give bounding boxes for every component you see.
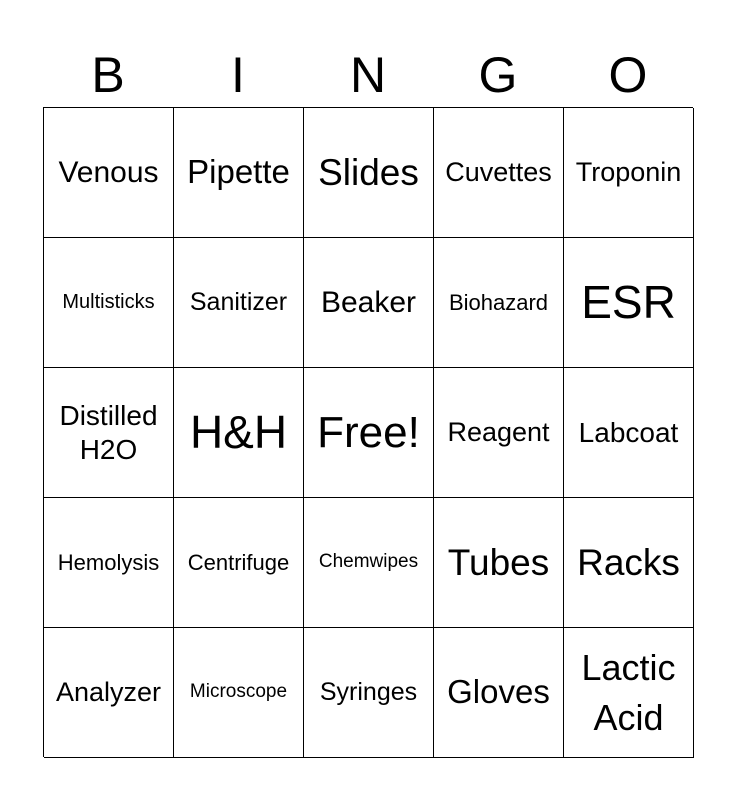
cell-label: Troponin (575, 156, 682, 187)
cell-label: ESR (581, 276, 676, 329)
bingo-cell-chemwipes[interactable] (304, 498, 434, 628)
cell-label: Slides (318, 151, 419, 193)
bingo-cell-beaker[interactable] (304, 238, 434, 368)
header-letter-n: N (349, 47, 387, 103)
cell-label: Racks (577, 541, 680, 583)
cell-label: Hemolysis (57, 549, 160, 575)
header-letter-o: O (608, 47, 648, 103)
cell-label: Lactic Acid (581, 646, 676, 738)
cell-label: Gloves (447, 673, 550, 711)
header-letter-g: G (478, 47, 518, 103)
cell-label: Microscope (189, 681, 288, 703)
cell-label: Venous (58, 155, 159, 189)
cell-label: Chemwipes (318, 551, 419, 573)
cell-label: Sanitizer (189, 287, 288, 316)
bingo-header (43, 44, 693, 106)
bingo-cell-hemolysis[interactable] (44, 498, 174, 628)
bingo-cell-pipette[interactable] (174, 108, 304, 238)
bingo-cell-lactic-acid[interactable] (564, 628, 694, 758)
bingo-cell-labcoat[interactable] (564, 368, 694, 498)
bingo-cell-h-and-h[interactable] (174, 368, 304, 498)
cell-label: Tubes (447, 541, 550, 583)
bingo-cell-cuvettes[interactable] (434, 108, 564, 238)
bingo-cell-microscope[interactable] (174, 628, 304, 758)
cell-label: Pipette (187, 153, 290, 191)
bingo-cell-venous[interactable] (44, 108, 174, 238)
cell-label: Cuvettes (445, 156, 552, 187)
cell-label: Reagent (447, 416, 550, 447)
bingo-cell-slides[interactable] (304, 108, 434, 238)
bingo-cell-biohazard[interactable] (434, 238, 564, 368)
bingo-cell-gloves[interactable] (434, 628, 564, 758)
header-letter-b: B (91, 47, 125, 103)
bingo-cell-sanitizer[interactable] (174, 238, 304, 368)
cell-label: Syringes (319, 677, 418, 706)
bingo-board (43, 107, 693, 757)
cell-label: Analyzer (55, 676, 162, 707)
bingo-cell-racks[interactable] (564, 498, 694, 628)
cell-label: Labcoat (578, 416, 679, 448)
cell-label: Multisticks (62, 290, 155, 313)
bingo-cell-multisticks[interactable] (44, 238, 174, 368)
cell-label: Free! (317, 407, 420, 457)
bingo-cell-esr[interactable] (564, 238, 694, 368)
cell-label: Biohazard (448, 289, 549, 315)
cell-label: Centrifuge (187, 549, 290, 575)
bingo-cell-distilled-h2o[interactable] (44, 368, 174, 498)
bingo-cell-syringes[interactable] (304, 628, 434, 758)
bingo-cell-analyzer[interactable] (44, 628, 174, 758)
cell-label: Distilled H2O (59, 400, 158, 465)
bingo-cell-centrifuge[interactable] (174, 498, 304, 628)
bingo-cell-free-space[interactable] (304, 368, 434, 498)
cell-label: Beaker (320, 285, 417, 319)
cell-label: H&H (189, 406, 288, 459)
header-letter-i: I (231, 47, 245, 103)
bingo-cell-tubes[interactable] (434, 498, 564, 628)
bingo-cell-troponin[interactable] (564, 108, 694, 238)
bingo-cell-reagent[interactable] (434, 368, 564, 498)
